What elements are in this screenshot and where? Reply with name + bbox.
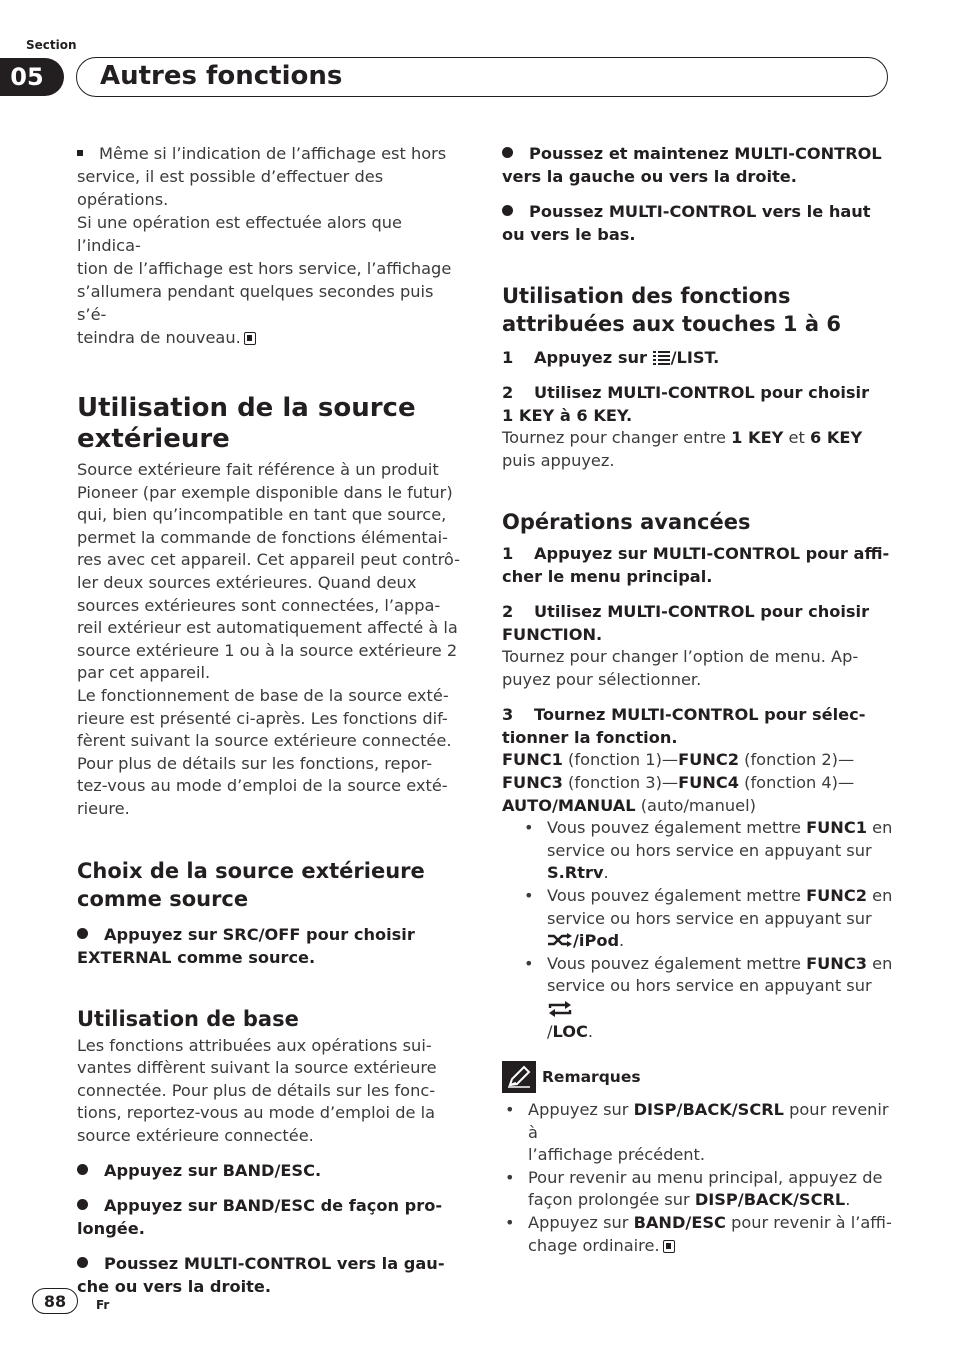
- intro-note: Même si l’indication de l’affichage est hors service, il est possible d’effectuer des opérations. Si une opération est effectuée alors que l’indica- tion de l’affichage est hors service, l’affichage s’allumera pendant quelques secondes puis s’é- teindra de nouveau.: [77, 144, 452, 347]
- heading-choix-source: Choix de la source extérieure comme source: [77, 858, 425, 911]
- page-number: 88: [32, 1288, 78, 1314]
- bullet-dot-icon: [77, 928, 88, 939]
- step-menu-principal: 1 Appuyez sur MULTI-CONTROL pour affi- cher le menu principal.: [502, 544, 890, 587]
- list-item: • Appuyez sur DISP/BACK/SCRL pour revenir à l’affichage précédent.: [528, 1099, 894, 1167]
- right-column: [502, 142, 894, 1257]
- notes-header: Remarques: [502, 1061, 894, 1093]
- list-item: • Vous pouvez également mettre FUNC1 en service ou hors service en appuyant sur S.Rtrv.: [547, 817, 894, 885]
- function-list: FUNC1 (fonction 1)—FUNC2 (fonction 2)— FUNC3 (fonction 3)—FUNC4 (fonction 4)— AUTO/MANUAL (auto/manuel): [502, 750, 855, 815]
- desc-choisir-function: Tournez pour changer l’option de menu. Ap- puyez pour sélectionner.: [502, 647, 859, 689]
- heading-utilisation-base: Utilisation de base: [77, 1006, 299, 1031]
- shuffle-icon: [547, 933, 573, 947]
- paragraph-utilisation-base: Les fonctions attribuées aux opérations sui- vantes diffèrent suivant la source extérieure connectée. Pour plus de détails sur les fonc- tions, reportez-vous au mode d’emploi de la source extérieure connectée.: [77, 1035, 437, 1145]
- paragraph-source-exterieure: Source extérieure fait référence à un produit Pioneer (par exemple disponible dans le futur) qui, bien qu’incompatible en tant que source, permet la commande de fonctions élémentai- res avec cet appareil. Cet appareil peut contrô- ler deux sources extérieures. Quand deux sources extérieures sont connectées, l’appa- reil extérieur est automatiquement affecté à la source extérieure 1 ou à la source extérieure 2 par cet appareil. Le fonctionnement de base de la source exté- rieure est présenté ci-après. Les fonctions dif- fèrent suivant la source extérieure connectée. Pour plus de détails sur les fonctions, repor- tez-vous au mode d’emploi de la source exté- rieure.: [77, 460, 460, 818]
- function-notes-list: [502, 817, 894, 1043]
- step-multi-control-ud: Poussez MULTI-CONTROL vers le haut ou vers le bas.: [502, 202, 871, 244]
- section-number-badge: 05: [0, 58, 64, 96]
- repeat-icon: [547, 1001, 573, 1017]
- step-band-esc: Appuyez sur BAND/ESC.: [77, 1159, 467, 1182]
- heading-touches-1-6: Utilisation des fonctions attribuées aux touches 1 à 6: [502, 284, 841, 336]
- step-choisir-function: 2 Utilisez MULTI-CONTROL pour choisir FUNCTION.: [502, 602, 870, 645]
- bullet-dot-icon: [77, 1164, 88, 1175]
- step-choix-source: Appuyez sur SRC/OFF pour choisir EXTERNAL comme source.: [77, 924, 415, 967]
- list-item: • Appuyez sur BAND/ESC pour revenir à l’affi- chage ordinaire.: [528, 1212, 894, 1257]
- heading-source-exterieure: Utilisation de la source extérieure: [77, 393, 416, 454]
- bullet-dot-icon: [77, 1199, 88, 1210]
- step-appuyez-list: 1 Appuyez sur /LIST.: [502, 348, 720, 367]
- notes-list: [502, 1099, 894, 1257]
- desc-choisir-key: Tournez pour changer entre 1 KEY et 6 KEY puis appuyez.: [502, 428, 863, 470]
- step-selectionner-fonction: 3 Tournez MULTI-CONTROL pour sélec- tionner la fonction.: [502, 705, 866, 748]
- end-mark-icon: [663, 1240, 675, 1253]
- section-label: Section: [26, 38, 77, 52]
- section-title: Autres fonctions: [100, 61, 343, 91]
- heading-operations-avancees: Opérations avancées: [502, 510, 751, 535]
- step-multi-control-lr: Poussez MULTI-CONTROL vers la gau- che ou vers la droite.: [77, 1254, 445, 1297]
- step-multi-control-hold: Poussez et maintenez MULTI-CONTROL vers la gauche ou vers la droite.: [502, 144, 882, 186]
- bullet-dot-icon: [77, 1257, 88, 1268]
- list-item: • Vous pouvez également mettre FUNC2 en service ou hors service en appuyant sur /iPod.: [547, 885, 894, 953]
- bullet-dot-icon: [502, 147, 513, 158]
- end-mark-icon: [244, 332, 256, 345]
- step-choisir-key: 2 Utilisez MULTI-CONTROL pour choisir 1 KEY à 6 KEY.: [502, 383, 870, 425]
- list-icon: [653, 350, 671, 366]
- left-column: [77, 142, 467, 1298]
- bullet-dot-icon: [502, 205, 513, 216]
- list-item: • Pour revenir au menu principal, appuyez de façon prolongée sur DISP/BACK/SCRL.: [528, 1167, 894, 1212]
- list-item: • Vous pouvez également mettre FUNC3 en service ou hors service en appuyant sur /LOC.: [547, 953, 894, 1043]
- step-band-esc-long: Appuyez sur BAND/ESC de façon pro- longée.: [77, 1196, 443, 1239]
- language-label: Fr: [96, 1298, 110, 1312]
- square-bullet-icon: [77, 150, 83, 156]
- pencil-note-icon: [502, 1061, 536, 1093]
